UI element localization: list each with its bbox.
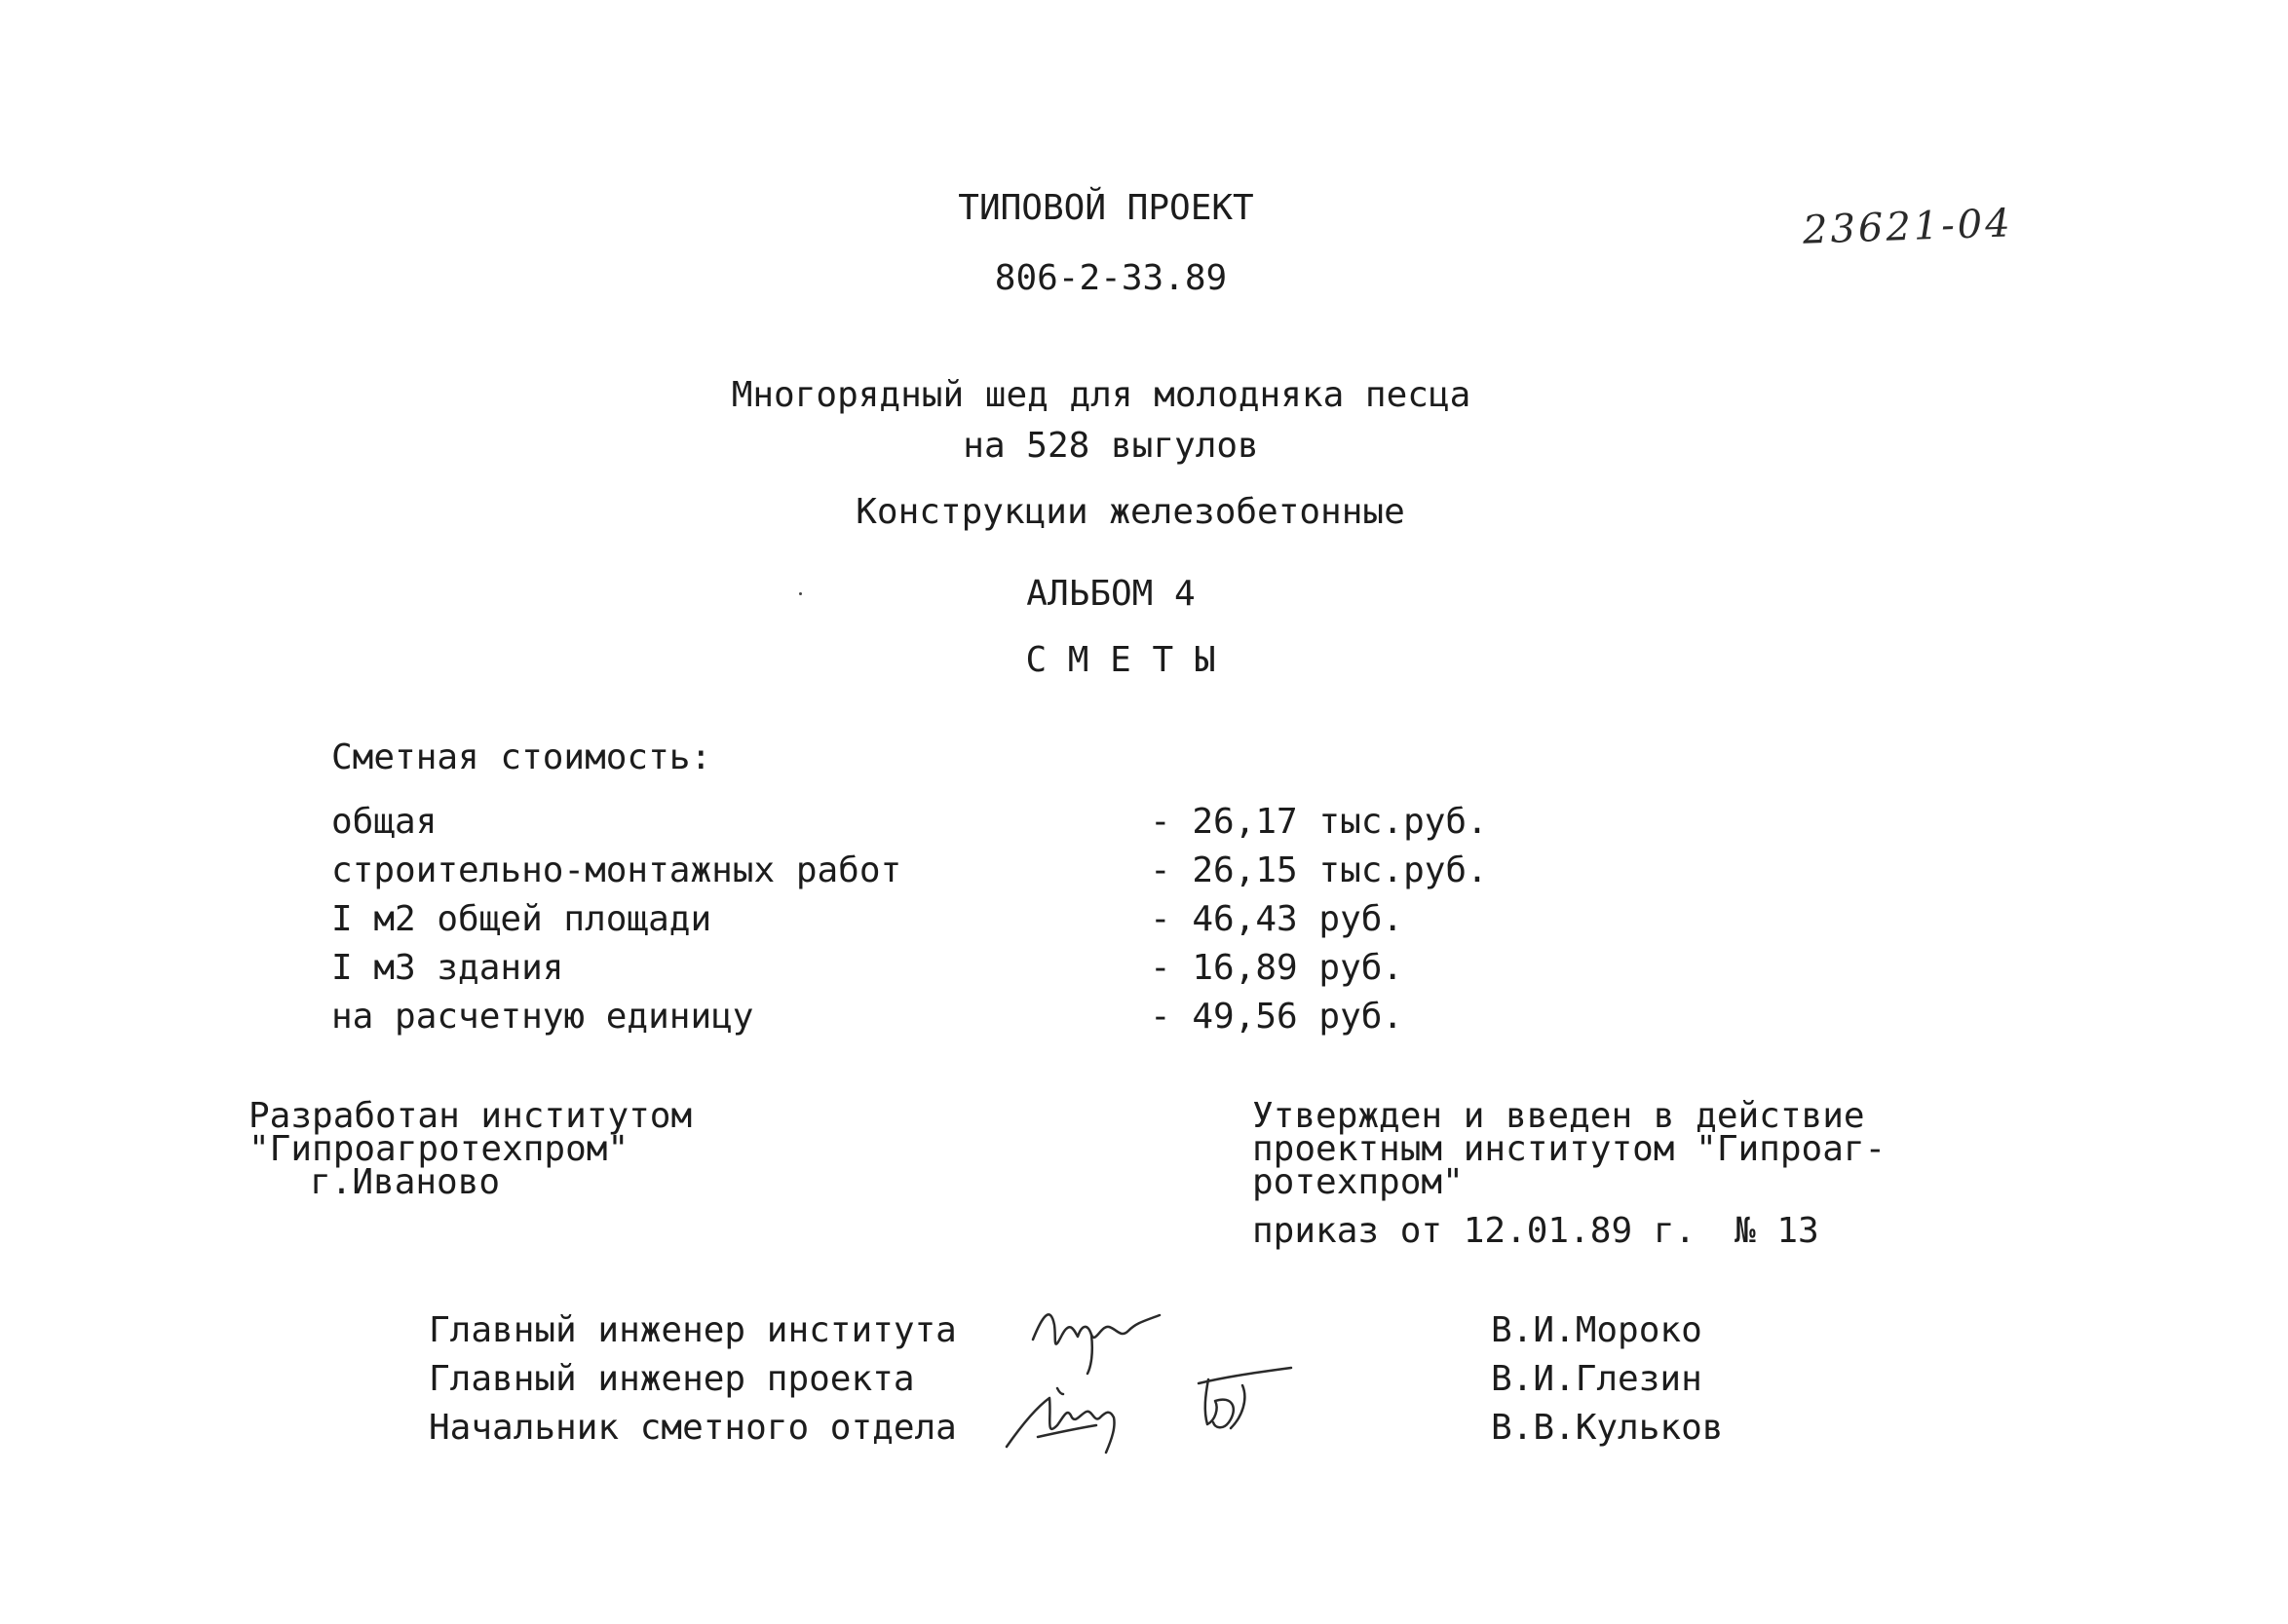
cost-label-per-m2: I м2 общей площади <box>331 899 712 939</box>
project-number: 806-2-33.89 <box>994 258 1228 298</box>
subtitle: Конструкции железобетонные <box>856 492 1405 532</box>
signatory-name-1: В.И.Мороко <box>1491 1310 1702 1350</box>
signature-head-estimate-dept <box>999 1369 1233 1476</box>
developer-line-2: "Гипроагротехпром" <box>248 1129 629 1169</box>
approval-line-3: ротехпром" <box>1252 1162 1464 1202</box>
cost-label-per-unit: на расчетную единицу <box>331 997 754 1037</box>
approval-line-1: Утвержден и введен в действие <box>1252 1096 1865 1136</box>
signatory-position-2: Главный инженер проекта <box>429 1359 915 1399</box>
signatory-position-1: Главный инженер института <box>429 1310 957 1350</box>
approval-order: приказ от 12.01.89 г. <box>1252 1211 1697 1251</box>
signatory-position-3: Начальник сметного отдела <box>429 1408 957 1448</box>
cost-value-per-m3: - 16,89 руб. <box>1150 948 1404 988</box>
developer-line-1: Разработан институтом <box>248 1096 693 1136</box>
doc-type-heading: ТИПОВОЙ ПРОЕКТ <box>958 188 1254 228</box>
stray-dot <box>799 592 802 595</box>
approval-order-number: № 13 <box>1735 1211 1819 1251</box>
cost-label-construction: строительно-монтажных работ <box>331 850 902 890</box>
title-line-2: на 528 выгулов <box>963 426 1259 466</box>
section-label: С М Е Т Ы <box>1025 640 1216 680</box>
album-label: АЛЬБОМ 4 <box>1026 574 1196 614</box>
cost-value-per-m2: - 46,43 руб. <box>1150 899 1404 939</box>
signatory-name-3: В.В.Кульков <box>1491 1408 1724 1448</box>
cost-value-per-unit: - 49,56 руб. <box>1150 997 1404 1037</box>
cost-label-total: общая <box>331 802 438 842</box>
cost-label-per-m3: I м3 здания <box>331 948 564 988</box>
handwritten-code: 23621-04 <box>1802 201 2014 253</box>
title-line-1: Многорядный шед для молодняка песца <box>731 375 1471 415</box>
cost-value-total: - 26,17 тыс.руб. <box>1150 802 1488 842</box>
developer-line-3: г.Иваново <box>310 1162 501 1202</box>
cost-heading: Сметная стоимость: <box>331 737 712 777</box>
signatory-name-2: В.И.Глезин <box>1491 1359 1702 1399</box>
cost-value-construction: - 26,15 тыс.руб. <box>1150 850 1488 890</box>
approval-line-2: проектным институтом "Гипроаг- <box>1252 1129 1887 1169</box>
